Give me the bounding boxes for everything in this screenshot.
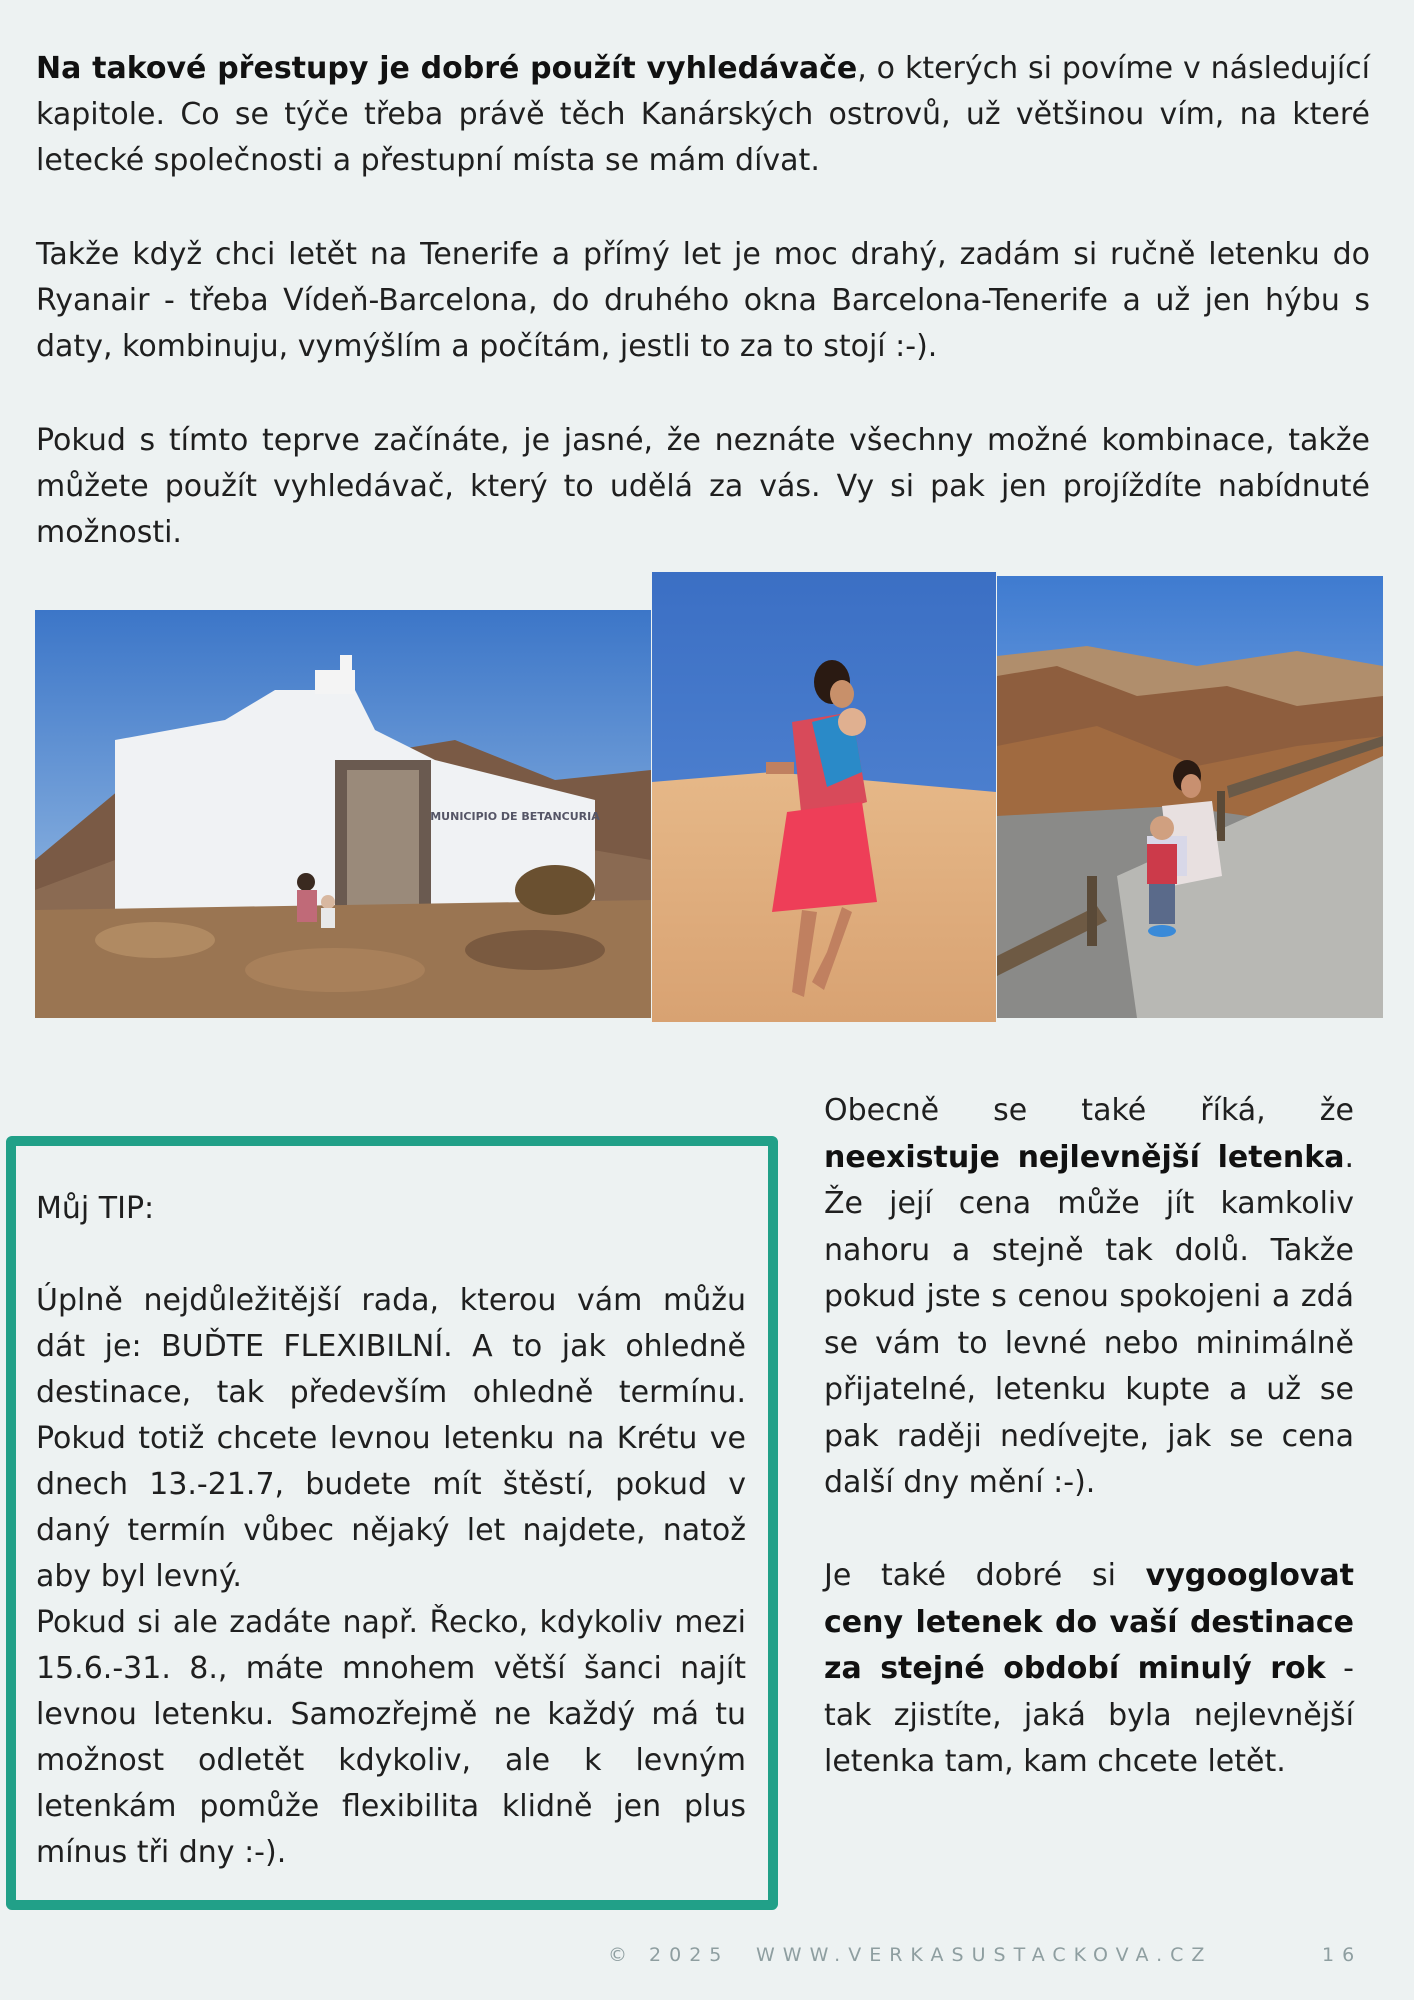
right-paragraph-2: Je také dobré si vygooglovat ceny letenek do vaší destinace za stejné období minulý rok - tak zjistíte, jaká byla nejlevnější letenka tam, kam chcete letět. [824, 1558, 1354, 1779]
tip-paragraph-2: Pokud si ale zadáte např. Řecko, kdykoliv mezi 15.6.-31. 8., máte mnohem větší šanci najít levnou letenku. Samozřejmě ne každý má tu možnost odletět kdykoliv, ale k levným letenkám pomůže flexibilita klidně jen plus mínus tři dny :-). [36, 1605, 746, 1870]
right-bold-2: vygooglovat ceny letenek do vaší destinace za stejné období minulý rok [824, 1558, 1354, 1686]
tip-paragraph-1: Úplně nejdůležitější rada, kterou vám můžu dát je: BUĎTE FLEXIBILNÍ. A to jak ohledně destinace, tak především ohledně termínu. Pokud totiž chcete levnou letenku na Krétu ve dnech 13.-21.7, budete mít štěstí, pokud v daný termín vůbec nějaký let najdete, natož aby byl levný. [36, 1283, 746, 1594]
footer-copyright: © 2025 [608, 1944, 730, 1966]
footer-website: WWW.VERKASUSTACKOVA.CZ [756, 1944, 1213, 1966]
footer-page-number: 16 [1322, 1944, 1363, 1966]
intro-bold: Na takové přestupy je dobré použít vyhledávače [36, 51, 858, 86]
intro-paragraph-3: Pokud s tímto teprve začínáte, je jasné, že neznáte všechny možné kombinace, takže můžete použít vyhledávač, který to udělá za vás. Vy si pak jen projíždíte nabídnuté možnosti. [36, 423, 1370, 550]
tip-heading: Můj TIP: [36, 1191, 155, 1226]
monument-sign-text: MUNICIPIO DE BETANCURIA [430, 810, 600, 823]
tip-box [6, 1136, 778, 1910]
photo-mother-on-dune [652, 572, 996, 1022]
right-bold-1: neexistuje nejlevnější letenka [824, 1139, 1345, 1175]
photo-family-mountain-road [997, 576, 1383, 1018]
intro-paragraph-1: Na takové přestupy je dobré použít vyhledávače, o kterých si povíme v následující kapitole. Co se týče třeba právě těch Kanárských ostrovů, už většinou vím, na které letecké společnosti a přestupní místa se mám dívat. [36, 51, 1370, 178]
right-paragraph-1: Obecně se také říká, že neexistuje nejlevnější letenka. Že její cena může jít kamkoliv nahoru a stejně tak dolů. Takže pokud jste s cenou spokojeni a zdá se vám to levné nebo minimálně přijatelné, letenku kupte a už se pak raději nedívejte, jak se cena další dny mění :-). [824, 1093, 1354, 1500]
intro-paragraph-2: Takže když chci letět na Tenerife a přímý let je moc drahý, zadám si ručně letenku do Ryanair - třeba Vídeň-Barcelona, do druhého okna Barcelona-Tenerife a už jen hýbu s daty, kombinuju, vymýšlím a počítám, jestli to za to stojí :-). [36, 237, 1370, 364]
tip-content [36, 1186, 746, 1876]
right-column-text [824, 1088, 1354, 1786]
photo-betancuria-monument [35, 610, 651, 1018]
